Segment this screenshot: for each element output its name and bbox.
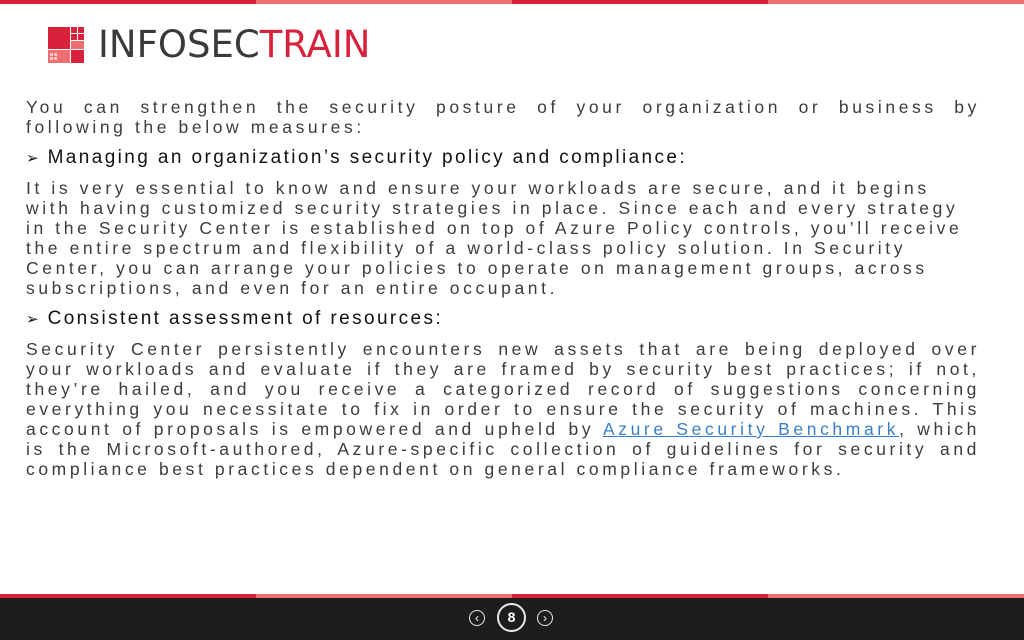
assessment-paragraph [26,339,980,479]
section-heading-assessment [26,309,980,329]
logo-mark-icon [48,27,84,63]
infosectrain-logo [48,23,371,66]
top-accent-stripe [0,0,1024,4]
azure-security-benchmark-link[interactable]: Azure Security Benchmark [602,419,900,439]
logo-text-infosec: INFOSEC [98,23,260,66]
policy-paragraph: It is very essential to know and ensure your workloads are secure, and it begins with having customized security strategies in place. Since each and every strategy in the Security Center is established on top of Azure Policy controls, you’ll receive the entire spectrum and flexibility of a world-class policy solution. In Security Center, you can arrange your policies to operate on management groups, across subscriptions, and even for an entire occupant. [26,178,963,298]
logo-text-train: TRAIN [259,23,371,66]
arrowhead-bullet-icon: ➢ [26,150,39,167]
section-heading-policy [26,148,980,168]
chevron-right-icon[interactable]: › [537,610,553,626]
assessment-text-after-link: , which is the Microsoft-authored, Azure-specific collection of guidelines for security and compliance best practices dependent on general compliance frameworks. [26,419,980,479]
slide-content [26,97,980,479]
intro-paragraph: You can strengthen the security posture of your organization or business by following the below measures: [26,97,980,137]
chevron-left-icon[interactable]: ‹ [469,610,485,626]
arrowhead-bullet-icon: ➢ [26,311,39,328]
logo-wordmark [98,23,371,66]
assessment-text-before-link: Security Center persistently encounters new assets that are being deployed over your workloads and evaluate if they are framed by security best practices; if not, they’re hailed, and you receive a categorized record of suggestions concerning everything you necessitate to fix in order to ensure the security of machines. This account of proposals is empowered and upheld by [26,339,980,439]
slide-navigation [0,598,1024,640]
page-number-badge: 8 [497,603,526,632]
section-heading-text: Managing an organization’s security policy and compliance: [47,147,688,168]
footer-bar [0,598,1024,640]
section-heading-text: Consistent assessment of resources: [47,308,444,329]
